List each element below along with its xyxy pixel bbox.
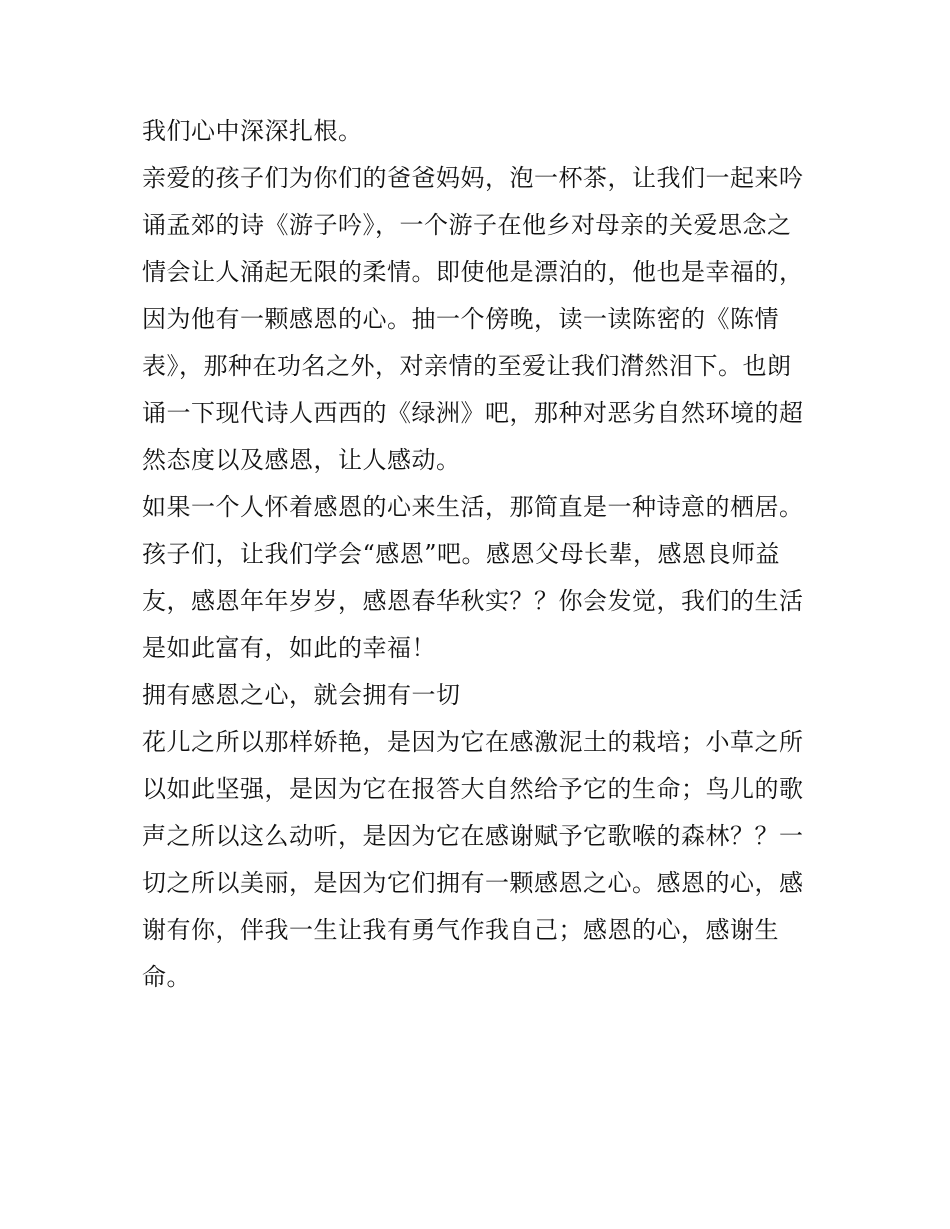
text-line: 我们心中深深扎根。 [142, 117, 363, 145]
section-heading: 拥有感恩之心，就会拥有一切 [142, 681, 461, 709]
text-line: 孩子们，让我们学会“感恩”吧。感恩父母长辈，感恩良师益 [142, 540, 781, 568]
text-line: 亲爱的孩子们为你们的爸爸妈妈，泡一杯茶，让我们一起来吟 [142, 164, 804, 192]
text-line: 如果一个人怀着感恩的心来生活，那简直是一种诗意的栖居。 [142, 493, 804, 521]
text-line: 是如此富有，如此的幸福！ [142, 634, 436, 662]
text-line: 诵一下现代诗人西西的《绿洲》吧，那种对恶劣自然环境的超 [142, 399, 804, 427]
text-line: 谢有你，伴我一生让我有勇气作我自己；感恩的心，感谢生 [142, 916, 779, 944]
text-line: 以如此坚强，是因为它在报答大自然给予它的生命；鸟儿的歌 [142, 775, 804, 803]
text-line: 表》，那种在功名之外，对亲情的至爱让我们潸然泪下。也朗 [142, 352, 792, 380]
document-body [142, 108, 822, 1001]
text-line: 诵孟郊的诗《游子吟》，一个游子在他乡对母亲的关爱思念之 [142, 211, 792, 239]
text-line: 命。 [142, 963, 191, 991]
text-line: 情会让人涌起无限的柔情。即使他是漂泊的，他也是幸福的， [142, 258, 804, 286]
text-line: 因为他有一颗感恩的心。抽一个傍晚，读一读陈密的《陈情 [142, 305, 779, 333]
text-line: 切之所以美丽，是因为它们拥有一颗感恩之心。感恩的心，感 [142, 869, 804, 897]
text-line: 声之所以这么动听，是因为它在感谢赋予它歌喉的森林？？一 [142, 822, 804, 850]
text-line: 花儿之所以那样娇艳，是因为它在感激泥土的栽培；小草之所 [142, 728, 804, 756]
text-line: 然态度以及感恩，让人感动。 [142, 446, 461, 474]
text-line: 友，感恩年年岁岁，感恩春华秋实？？你会发觉，我们的生活 [142, 587, 804, 615]
